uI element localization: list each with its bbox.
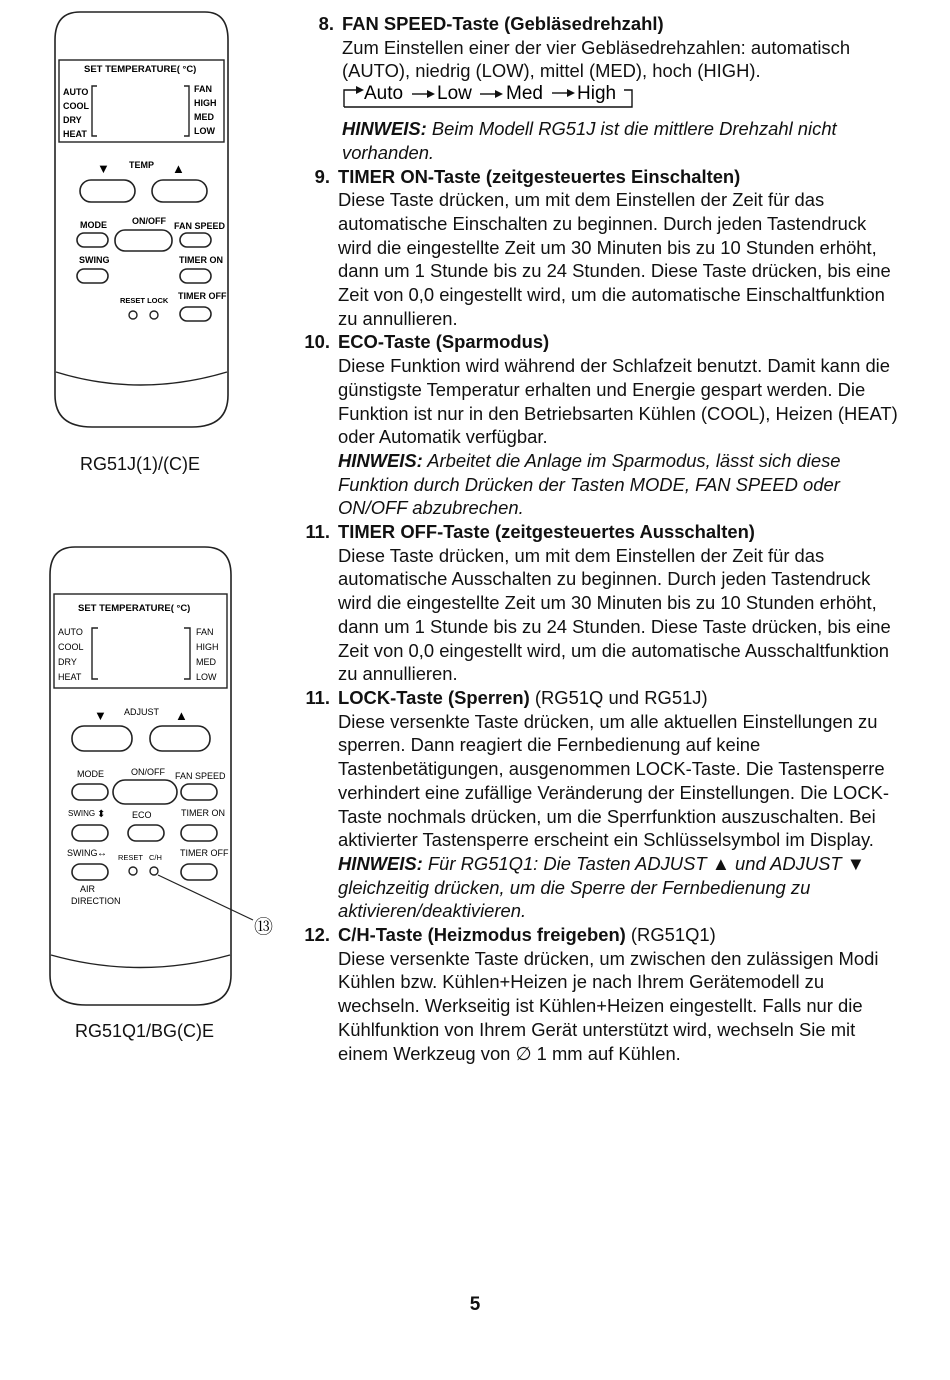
remote2-model-label: RG51Q1/BG(C)E bbox=[75, 1021, 215, 1041]
note-label: HINWEIS: bbox=[342, 118, 427, 140]
remote2-onoff-label: ON/OFF bbox=[131, 767, 165, 777]
item-heading-suffix: (RG51Q1) bbox=[625, 924, 716, 946]
remote1-timeron-label: TIMER ON bbox=[179, 255, 223, 265]
item-number: 9. bbox=[314, 165, 330, 187]
note-text: Für RG51Q1: Die Tasten ADJUST ▲ und ADJUST ▼ gleichzeitig drücken, um die Sperre der Fernbedienung zu aktivieren/deaktivieren. bbox=[338, 852, 865, 922]
instruction-text bbox=[300, 12, 900, 1065]
remote2-swing-vertical-button[interactable] bbox=[72, 825, 108, 841]
remote2-swing-vertical-label: SWING bbox=[68, 809, 96, 818]
remote2-mode-cool: COOL bbox=[58, 642, 84, 652]
remote2-air-label: AIR bbox=[80, 884, 96, 894]
remote2-up-arrow-icon: ▲ bbox=[175, 708, 188, 723]
item-note bbox=[342, 117, 900, 164]
remote2-fan-high: HIGH bbox=[196, 642, 219, 652]
remote1-fan-low: LOW bbox=[194, 126, 215, 136]
item-body: Diese versenkte Taste drücken, um alle aktuellen Einstellungen zu sperren. Dann reagiert die Fernbedienung auf keine Tastenbetätigungen, ausgenommen LOCK-Taste. Die Tastensperre verhindert eine zufällige Veränderung der Einstellungen. Die LOCK-Taste nochmals drücken, um die Sperrfunktion auszuschalten. Bei aktivierter Tastensperre erscheint ein Schlüsselsymbol im Display. bbox=[338, 710, 890, 851]
remote1-timeroff-label: TIMER OFF bbox=[178, 291, 227, 301]
item-body: Diese Funktion wird während der Schlafzeit benutzt. Damit kann die günstigste Temperatur erhalten und Energie gespart werden. Die Funktion ist nur in den Betriebsarten Kühlen (COOL), Heizen (HEAT) oder Automatik verfügbar. bbox=[338, 355, 898, 448]
item-11-timer-off bbox=[300, 520, 900, 686]
remote2-eco-label: ECO bbox=[132, 810, 152, 820]
item-body: Diese versenkte Taste drücken, um zwischen den zulässigen Modi Kühlen bzw. Kühlen+Heizen je nach Ihrem Gerätemodell zu wechseln. Werkseitig ist Kühlen+Heizen eingestellt. Falls nur die Kühlfunktion von Ihrem Gerät unterstützt wird, wechseln Sie mit einem Werkzeug von ∅ 1 mm auf Kühlen. bbox=[338, 947, 879, 1064]
item-11-lock bbox=[300, 686, 900, 923]
remote1-fan-label: FAN bbox=[194, 84, 212, 94]
remote2-fanspeed-label: FAN SPEED bbox=[175, 771, 226, 781]
remote2-set-temp-label: SET TEMPERATURE( °C) bbox=[78, 603, 191, 614]
remote2-reset-label: RESET bbox=[118, 853, 144, 862]
remote2-ch-button[interactable] bbox=[150, 867, 158, 875]
item-heading-suffix: (RG51Q und RG51J) bbox=[529, 686, 708, 708]
remote1-set-temp-label: SET TEMPERATURE( °C) bbox=[84, 64, 197, 75]
remote2-mode-dry: DRY bbox=[58, 657, 77, 667]
remote1-mode-dry: DRY bbox=[63, 115, 82, 125]
remote1-timeroff-button[interactable] bbox=[180, 307, 211, 321]
item-number: 10. bbox=[304, 331, 330, 353]
remote2-timeroff-button[interactable] bbox=[181, 864, 217, 880]
seq-auto: Auto bbox=[364, 83, 404, 105]
item-heading-row bbox=[338, 923, 900, 947]
remote1-fanspeed-label: FAN SPEED bbox=[174, 221, 226, 231]
remote2-fan-label: FAN bbox=[196, 627, 214, 637]
remote2-eco-button[interactable] bbox=[128, 825, 164, 841]
item-number: 12. bbox=[304, 924, 330, 946]
remote2-direction-label: DIRECTION bbox=[71, 896, 121, 906]
remote1-mode-cool: COOL bbox=[63, 101, 89, 111]
remote-rg51j-illustration bbox=[0, 0, 290, 1380]
remote2-ch-label: C/H bbox=[149, 853, 162, 862]
note-label: HINWEIS: bbox=[338, 852, 423, 874]
item-heading: LOCK-Taste (Sperren) bbox=[338, 686, 530, 708]
remote2-mode-heat: HEAT bbox=[58, 672, 82, 682]
item-8 bbox=[304, 12, 900, 165]
remote1-onoff-label: ON/OFF bbox=[132, 216, 166, 226]
seq-high: High bbox=[577, 83, 617, 105]
page-number: 5 bbox=[469, 1294, 481, 1315]
item-number: 11. bbox=[305, 686, 330, 708]
remote2-mode-auto: AUTO bbox=[58, 627, 83, 637]
seq-low: Low bbox=[437, 83, 472, 105]
remote1-swing-label: SWING bbox=[79, 255, 110, 265]
item-10 bbox=[300, 330, 900, 520]
remote1-mode-auto: AUTO bbox=[63, 87, 89, 97]
remote1-onoff-button[interactable] bbox=[115, 230, 172, 251]
fan-speed-sequence bbox=[342, 83, 900, 111]
remote2-fan-low: LOW bbox=[196, 672, 217, 682]
remote1-temp-label: TEMP bbox=[129, 160, 155, 170]
item-note bbox=[338, 449, 900, 520]
item-heading: FAN SPEED-Taste (Gebläsedrehzahl) bbox=[342, 13, 664, 34]
remote1-lock-button[interactable] bbox=[150, 311, 158, 319]
item-12 bbox=[300, 923, 900, 1065]
note-text: Beim Modell RG51J ist die mittlere Drehzahl nicht vorhanden. bbox=[342, 118, 837, 163]
remote1-reset-button[interactable] bbox=[129, 311, 137, 319]
remote1-down-arrow-icon: ▼ bbox=[97, 161, 110, 176]
remote1-fan-med: MED bbox=[194, 112, 214, 122]
item-heading: ECO-Taste (Sparmodus) bbox=[338, 331, 550, 353]
remote1-mode-button[interactable] bbox=[77, 233, 108, 247]
remote2-adjust-label: ADJUST bbox=[124, 707, 160, 717]
remote1-mode-heat: HEAT bbox=[63, 129, 87, 139]
remote2-timeroff-label: TIMER OFF bbox=[180, 848, 229, 858]
note-text: Arbeitet die Anlage im Sparmodus, lässt sich diese Funktion durch Drücken der Tasten MODE, FAN SPEED oder ON/OFF abzubrechen. bbox=[338, 449, 841, 519]
note-label: HINWEIS: bbox=[338, 449, 423, 471]
remote1-fanspeed-button[interactable] bbox=[180, 233, 211, 247]
remote2-fan-med: MED bbox=[196, 657, 216, 667]
item-body: Diese Taste drücken, um mit dem Einstellen der Zeit für das automatische Ausschalten zu beginnen. Durch jeden Tastendruck wird die eingestellte Zeit um 30 Minuten bis zu 10 Stunden erhöht, dann um 1 Stunde bis zu 24 Stunden. Diese Taste drücken, bis eine Zeit von 0,0 eingestellt wird, um die automatische Ausschaltfunktion zu annullieren. bbox=[338, 544, 891, 685]
remote2-timeron-button[interactable] bbox=[181, 825, 217, 841]
remote2-mode-button[interactable] bbox=[72, 784, 108, 800]
seq-med: Med bbox=[506, 83, 543, 105]
remote2-adjust-up-button[interactable] bbox=[150, 726, 210, 751]
remote1-resetlock-label: RESET LOCK bbox=[120, 296, 169, 305]
remote2-adjust-down-button[interactable] bbox=[72, 726, 132, 751]
remote1-temp-down-button[interactable] bbox=[80, 180, 135, 202]
item-note bbox=[338, 852, 900, 923]
remote1-temp-up-button[interactable] bbox=[152, 180, 207, 202]
item-body: Diese Taste drücken, um mit dem Einstellen der Zeit für das automatische Einschalten zu beginnen. Durch jeden Tastendruck wird die eingestellte Zeit um 30 Minuten bis zu 10 Stunden erhöht, dann um 1 Stunde bis zu 24 Stunden. Diese Taste drücken, bis eine Zeit von 0,0 eingestellt wird, um die automatische Einschaltfunktion zu annullieren. bbox=[338, 189, 891, 329]
remote2-swing-vertical-icon: ⬍ bbox=[97, 809, 106, 820]
item-9 bbox=[300, 165, 900, 331]
remote1-model-label: RG51J(1)/(C)E bbox=[80, 454, 201, 474]
remote2-swing-horizontal-label: SWING bbox=[67, 848, 98, 858]
remote2-fanspeed-button[interactable] bbox=[181, 784, 217, 800]
remote2-mode-label: MODE bbox=[77, 769, 104, 779]
remote2-down-arrow-icon: ▼ bbox=[94, 708, 107, 723]
remote2-swing-horizontal-icon: ↔ bbox=[97, 848, 107, 859]
remote1-swing-button[interactable] bbox=[77, 269, 108, 283]
remote1-timeron-button[interactable] bbox=[180, 269, 211, 283]
remote1-up-arrow-icon: ▲ bbox=[172, 161, 185, 176]
remote2-onoff-button[interactable] bbox=[113, 780, 177, 804]
remote2-callout-13: ⑬ bbox=[254, 917, 274, 938]
remote2-timeron-label: TIMER ON bbox=[181, 808, 225, 818]
item-heading: TIMER OFF-Taste (zeitgesteuertes Ausschalten) bbox=[338, 521, 755, 543]
item-heading: C/H-Taste (Heizmodus freigeben) bbox=[338, 924, 626, 946]
remote2-reset-button[interactable] bbox=[129, 867, 137, 875]
item-heading: TIMER ON-Taste (zeitgesteuertes Einschalten) bbox=[338, 165, 741, 187]
item-body: Zum Einstellen einer der vier Gebläsedrehzahlen: automatisch (AUTO), niedrig (LOW), mittel (MED), hoch (HIGH). bbox=[342, 36, 851, 82]
remote1-mode-label: MODE bbox=[80, 220, 107, 230]
item-heading-row bbox=[338, 686, 900, 710]
remote2-swing-horizontal-button[interactable] bbox=[72, 864, 108, 880]
item-number: 8. bbox=[318, 13, 334, 34]
fan-speed-sequence-diagram bbox=[342, 83, 642, 111]
remote1-fan-high: HIGH bbox=[194, 98, 217, 108]
item-number: 11. bbox=[305, 521, 330, 543]
